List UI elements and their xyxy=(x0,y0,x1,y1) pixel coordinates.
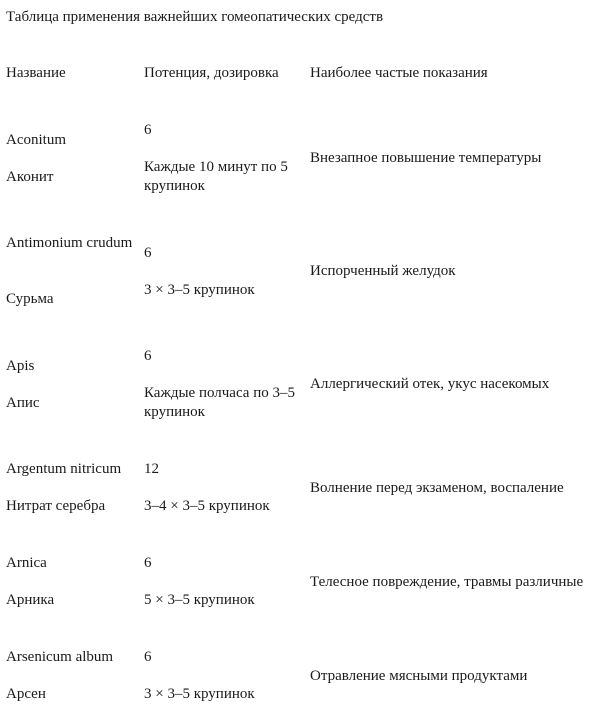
row-potency: 6 xyxy=(144,245,152,261)
row-dosage: 5 × 3–5 крупинок xyxy=(144,592,255,608)
row-indication: Волнение перед экзаменом, воспаление xyxy=(310,480,564,496)
row-potency: 6 xyxy=(144,348,152,364)
row-russian-name: Арсен xyxy=(6,686,46,702)
row-potency: 6 xyxy=(144,649,152,665)
row-indication: Внезапное повышение температуры xyxy=(310,150,542,166)
row-latin-name: Argentum nitricum xyxy=(6,461,122,477)
row-potency: 12 xyxy=(144,461,159,477)
row-dosage: 3 × 3–5 крупинок xyxy=(144,282,255,298)
row-latin-name: Arnica xyxy=(6,555,47,571)
row-latin-name: Antimonium crudum xyxy=(6,235,133,251)
row-russian-name: Сурьма xyxy=(6,291,54,307)
row-indication: Испорченный желудок xyxy=(310,263,456,279)
row-latin-name: Aconitum xyxy=(6,132,66,148)
row-russian-name: Аконит xyxy=(6,169,54,185)
row-dosage: Каждые полчаса по 3–5 крупинок xyxy=(144,385,295,420)
row-indication: Аллергический отек, укус насекомых xyxy=(310,376,550,392)
page-title: Таблица применения важнейших гомеопатических средств xyxy=(6,9,384,25)
row-russian-name: Арника xyxy=(6,592,55,608)
row-potency: 6 xyxy=(144,555,152,571)
row-latin-name: Apis xyxy=(6,358,35,374)
header-name: Название xyxy=(6,65,66,81)
row-russian-name: Апис xyxy=(6,395,40,411)
row-latin-name: Arsenicum album xyxy=(6,649,114,665)
header-indications: Наиболее частые показания xyxy=(310,65,488,81)
row-dosage: 3 × 3–5 крупинок xyxy=(144,686,255,702)
row-russian-name: Нитрат серебра xyxy=(6,498,106,514)
row-indication: Отравление мясными продуктами xyxy=(310,668,528,684)
row-dosage: 3–4 × 3–5 крупинок xyxy=(144,498,270,514)
row-potency: 6 xyxy=(144,122,152,138)
row-indication: Телесное повреждение, травмы различные xyxy=(310,574,584,590)
header-potency: Потенция, дозировка xyxy=(144,65,279,81)
row-dosage: Каждые 10 минут по 5 крупинок xyxy=(144,159,288,194)
